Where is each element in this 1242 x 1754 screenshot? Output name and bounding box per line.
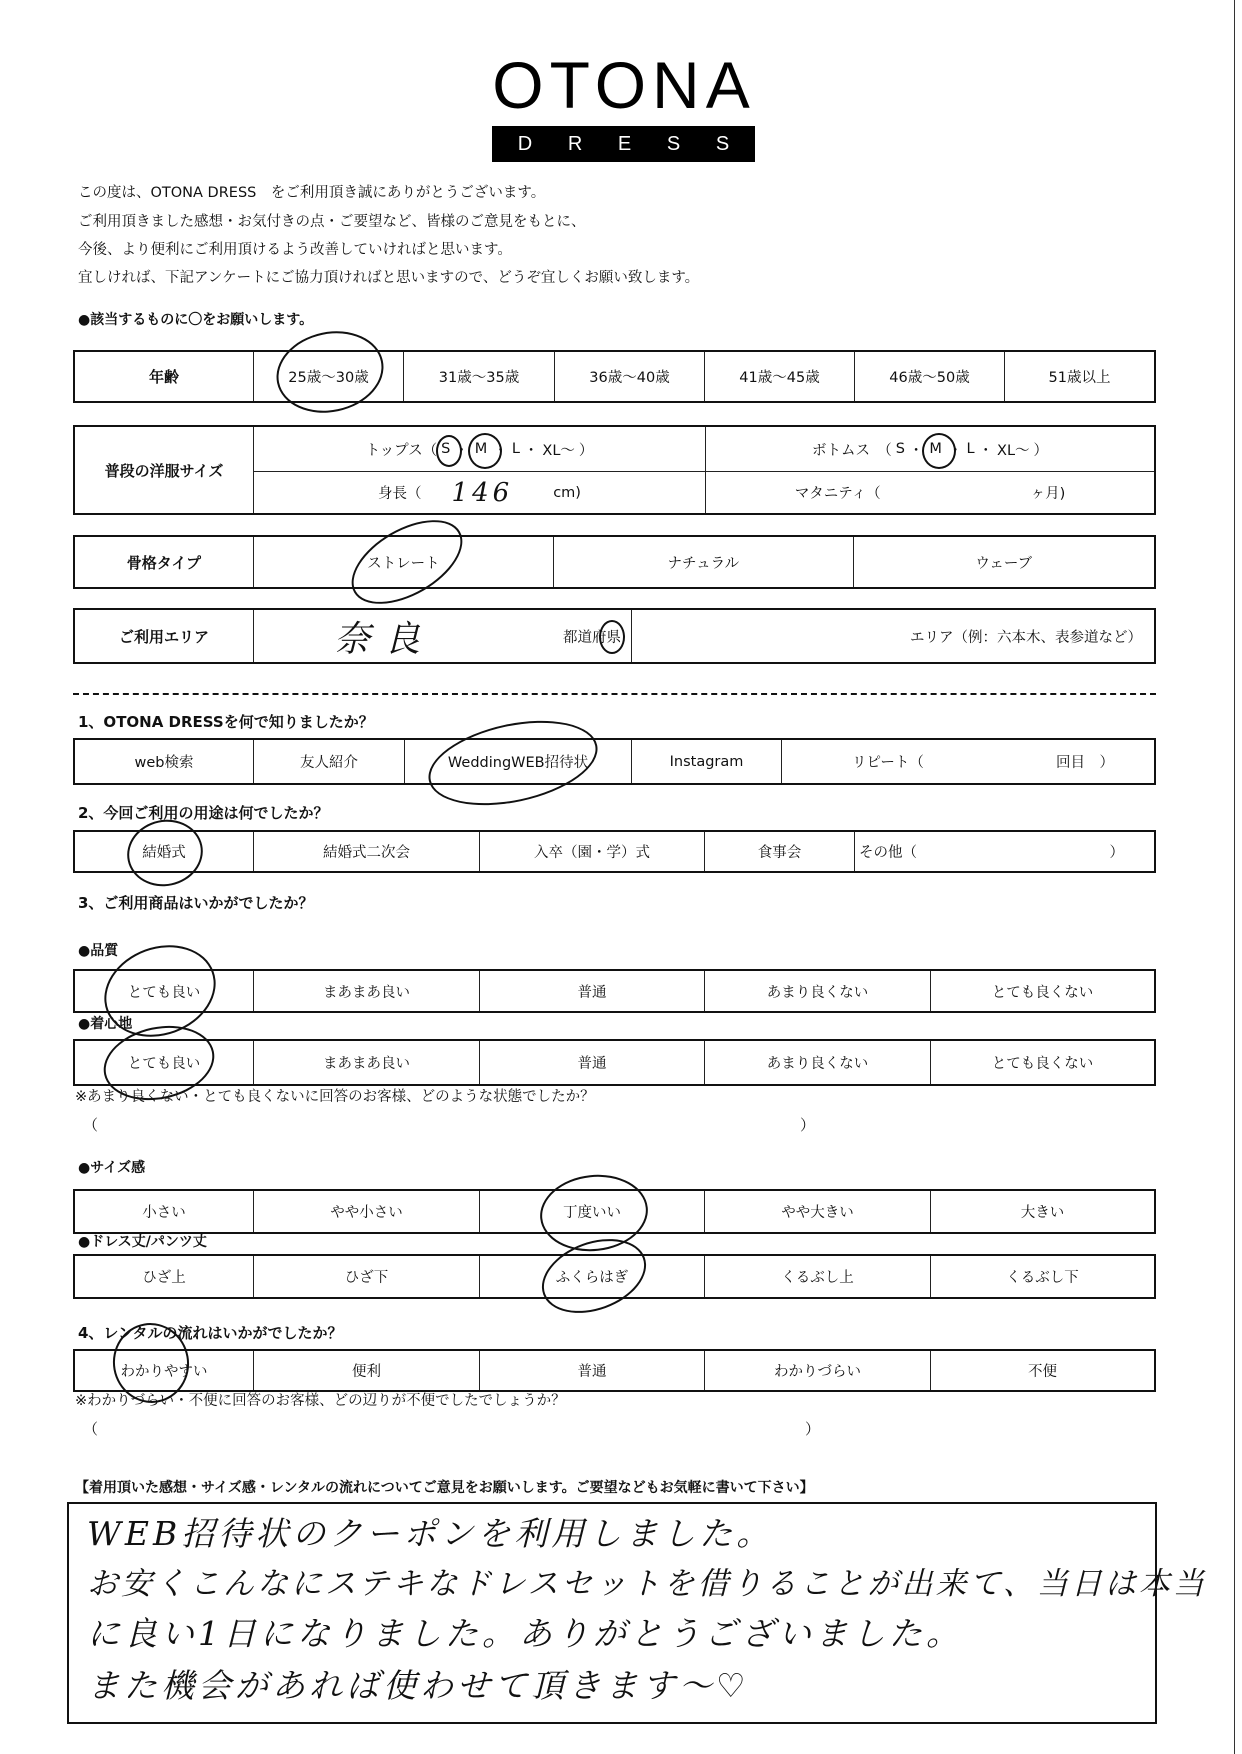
area-hint[interactable]: エリア（例：六本木、表参道など） — [910, 629, 1142, 646]
skeleton-table — [73, 535, 1156, 589]
logo-otona: OTONA — [492, 48, 756, 122]
repeat-suffix: 回目 ） — [1056, 755, 1114, 771]
height-prefix: 身長（ — [378, 486, 422, 502]
other-prefix: その他（ — [859, 845, 917, 861]
maternity-suffix: ヶ月) — [1030, 486, 1066, 502]
quality-option[interactable]: まあまあ良い — [254, 971, 480, 1011]
logo-dress-letter: S — [715, 133, 730, 155]
comment-line: WEB招待状のクーポンを利用しました。 — [87, 1514, 774, 1553]
tops-option-m-selected[interactable] — [469, 441, 494, 457]
logo-dress-bar — [492, 126, 755, 162]
height-value[interactable]: 146 — [451, 477, 514, 508]
size-left-column — [254, 427, 706, 513]
comfort-label: ●着心地 — [78, 1016, 133, 1032]
tops-prefix: トップス（ — [365, 442, 438, 459]
q1-option-text: WeddingWEB招待状 — [447, 755, 589, 771]
maternity-row[interactable] — [706, 472, 1154, 513]
intro-line: 今後、より便利にご利用頂けるよう改善していければと思います。 — [78, 242, 512, 258]
q3-note-open: （ — [83, 1116, 99, 1134]
quality-table — [73, 969, 1156, 1013]
comfort-option-selected[interactable] — [75, 1041, 254, 1084]
height-row[interactable] — [254, 472, 705, 513]
fit-option[interactable]: やや小さい — [254, 1191, 480, 1232]
bottoms-option-text: M — [929, 441, 942, 457]
q1-option[interactable]: web検索 — [75, 740, 254, 783]
quality-option-selected[interactable] — [75, 971, 254, 1011]
q2-other[interactable] — [855, 832, 1154, 871]
size-right-column — [706, 427, 1154, 513]
age-option[interactable]: 46歳～50歳 — [855, 352, 1005, 401]
logo-dress-letter: E — [617, 133, 632, 155]
prefecture-suffix-group — [563, 626, 621, 647]
age-option-text: 25歳～30歳 — [288, 370, 369, 386]
other-suffix: ） — [1109, 845, 1124, 861]
q4-option[interactable]: 普通 — [480, 1351, 705, 1390]
size-label: 普段の洋服サイズ — [75, 427, 254, 513]
bottoms-suffix: ） — [1033, 442, 1049, 459]
length-option[interactable]: ひざ下 — [254, 1256, 480, 1297]
quality-option[interactable]: とても良くない — [991, 984, 1094, 1001]
q2-title: 2、今回ご利用の用途は何でしたか？ — [78, 804, 329, 822]
skeleton-label: 骨格タイプ — [75, 537, 254, 587]
q3-note-input[interactable] — [100, 1110, 790, 1140]
fit-table — [73, 1189, 1156, 1234]
repeat-prefix: リピート（ — [852, 755, 924, 771]
intro-line: 宜しければ、下記アンケートにご協力頂ければと思いますので、どうぞ宜しくお願い致します。 — [78, 270, 700, 286]
prefecture-value[interactable]: 奈良 — [334, 618, 435, 660]
q2-option-selected[interactable] — [75, 832, 254, 871]
q4-note-open: （ — [83, 1420, 99, 1438]
bottoms-option[interactable]: S — [895, 441, 905, 457]
q1-option[interactable]: Instagram — [632, 740, 782, 783]
logo-dress-letter: S — [666, 133, 681, 155]
age-option-selected[interactable] — [254, 352, 404, 401]
q2-option[interactable]: 入卒（園・学）式 — [480, 832, 705, 871]
maternity-prefix: マタニティ（ — [794, 486, 881, 502]
q4-note-input[interactable] — [100, 1414, 795, 1444]
instruction-text: ●該当するものに〇をお願いします。 — [78, 312, 314, 328]
q4-title: 4、レンタルの流れはいかがでしたか？ — [78, 1324, 343, 1342]
quality-option-text: とても良い — [127, 984, 201, 1001]
q3-note: ※あまり良くない・とても良くないに回答のお客様、どのような状態でしたか？ — [75, 1089, 595, 1105]
intro-line: ご利用頂きました感想・お気付きの点・ご要望など、皆様のご意見をもとに、 — [78, 214, 586, 230]
comfort-option[interactable]: 普通 — [480, 1041, 705, 1084]
age-label: 年齢 — [75, 352, 254, 401]
fit-option-text: 丁度いい — [563, 1205, 621, 1221]
q3-note-close: ） — [800, 1116, 816, 1134]
q4-table — [73, 1349, 1156, 1392]
bottoms-size-row[interactable]: ボトムス （ S ・ M ・ L ・ XL～ ） — [706, 427, 1154, 472]
section-divider — [73, 693, 1156, 695]
length-option-text: ふくらはぎ — [555, 1270, 629, 1286]
q2-option[interactable]: 食事会 — [705, 832, 855, 871]
tops-option[interactable]: XL～ — [542, 442, 575, 459]
size-table — [73, 425, 1156, 515]
quality-label: ●品質 — [78, 943, 119, 959]
bottoms-option-m-selected[interactable] — [923, 441, 948, 457]
q4-option[interactable]: わかりづらい — [705, 1351, 931, 1390]
age-option[interactable]: 31歳～35歳 — [404, 352, 555, 401]
age-option[interactable]: 41歳～45歳 — [705, 352, 855, 401]
tops-size-row[interactable]: トップス（ S ・ M ・ L ・ XL～ ） — [254, 427, 705, 472]
prefecture-cell[interactable] — [254, 610, 632, 662]
tops-option[interactable]: L — [511, 441, 520, 457]
fit-option-selected[interactable] — [480, 1191, 705, 1232]
tops-suffix: ） — [578, 442, 594, 459]
q4-note-close: ） — [805, 1420, 821, 1438]
age-table — [73, 350, 1156, 403]
length-table — [73, 1254, 1156, 1299]
q1-title: 1、OTONA DRESSを何で知りましたか？ — [78, 713, 374, 731]
comfort-option-text: とても良い — [127, 1056, 201, 1072]
logo-dress-letter: R — [567, 133, 583, 155]
q1-table — [73, 738, 1156, 785]
tops-option-text: S — [441, 441, 451, 457]
comfort-option[interactable]: まあまあ良い — [254, 1041, 480, 1084]
logo-dress-letter: D — [517, 133, 533, 155]
comment-box[interactable] — [67, 1502, 1207, 1724]
quality-option[interactable]: あまり良くない — [705, 971, 931, 1011]
quality-option[interactable]: 普通 — [480, 971, 705, 1011]
intro-line: この度は、OTONA DRESS をご利用頂き誠にありがとうございます。 — [78, 185, 546, 201]
comment-line: また機会があれば使わせて頂きます〜♡ — [87, 1666, 750, 1705]
q4-note: ※わかりづらい・不便に回答のお客様、どの辺りが不便でしたでしょうか？ — [75, 1393, 566, 1409]
comment-heading: 【着用頂いた感想・サイズ感・レンタルの流れについてご意見をお願いします。ご要望などもお気軽に書いて下さい】 — [75, 1480, 814, 1496]
bottoms-prefix: ボトムス （ — [811, 442, 892, 459]
comment-line: に良い1日になりました。ありがとうございました。 — [87, 1614, 963, 1653]
skeleton-option[interactable]: ナチュラル — [554, 537, 853, 587]
comfort-table — [73, 1039, 1156, 1086]
area-label: ご利用エリア — [75, 610, 254, 662]
bottoms-option[interactable]: XL～ — [997, 442, 1030, 459]
fit-label: ●サイズ感 — [78, 1160, 146, 1176]
comfort-option[interactable]: とても良くない — [991, 1056, 1094, 1072]
q1-repeat[interactable] — [782, 740, 1154, 783]
length-label: ●ドレス丈/パンツ丈 — [78, 1234, 207, 1250]
area-table — [73, 608, 1156, 664]
skeleton-option-selected[interactable] — [254, 537, 554, 587]
prefecture-suffix: 都道府県 — [563, 629, 621, 646]
length-option-selected[interactable] — [480, 1256, 705, 1297]
q4-option[interactable]: 便利 — [254, 1351, 480, 1390]
fit-option[interactable]: 小さい — [75, 1191, 254, 1232]
skeleton-option-text: ストレート — [367, 555, 440, 572]
skeleton-option[interactable]: ウェーブ — [975, 555, 1033, 572]
fit-option[interactable]: 大きい — [1020, 1205, 1065, 1221]
scan-edge-line — [1234, 0, 1235, 1754]
q1-option-selected[interactable] — [405, 740, 632, 783]
length-option[interactable]: くるぶし上 — [705, 1256, 931, 1297]
comfort-option[interactable]: あまり良くない — [705, 1041, 931, 1084]
q4-option[interactable]: 不便 — [1028, 1364, 1057, 1380]
bottoms-option[interactable]: L — [966, 441, 975, 457]
q2-option-text: 結婚式 — [142, 845, 186, 861]
q1-option[interactable]: 友人紹介 — [254, 740, 405, 783]
q4-option-text: わかりやすい — [120, 1364, 208, 1380]
length-option[interactable]: ひざ上 — [75, 1256, 254, 1297]
age-option[interactable]: 51歳以上 — [1048, 370, 1111, 386]
q4-option-selected[interactable] — [75, 1351, 254, 1390]
q2-option[interactable]: 結婚式二次会 — [254, 832, 480, 871]
age-option[interactable]: 36歳～40歳 — [555, 352, 705, 401]
tops-option-s-selected[interactable] — [437, 441, 454, 457]
tops-option-text: M — [474, 441, 488, 457]
length-option[interactable]: くるぶし下 — [1006, 1270, 1079, 1286]
height-suffix: cm) — [553, 484, 581, 501]
q3-title: 3、ご利用商品はいかがでしたか？ — [78, 894, 314, 912]
fit-option[interactable]: やや大きい — [705, 1191, 931, 1232]
q2-table — [73, 830, 1156, 873]
comment-line: お安くこんなにステキなドレスセットを借りることが出来て、当日は本当 — [87, 1566, 1207, 1602]
